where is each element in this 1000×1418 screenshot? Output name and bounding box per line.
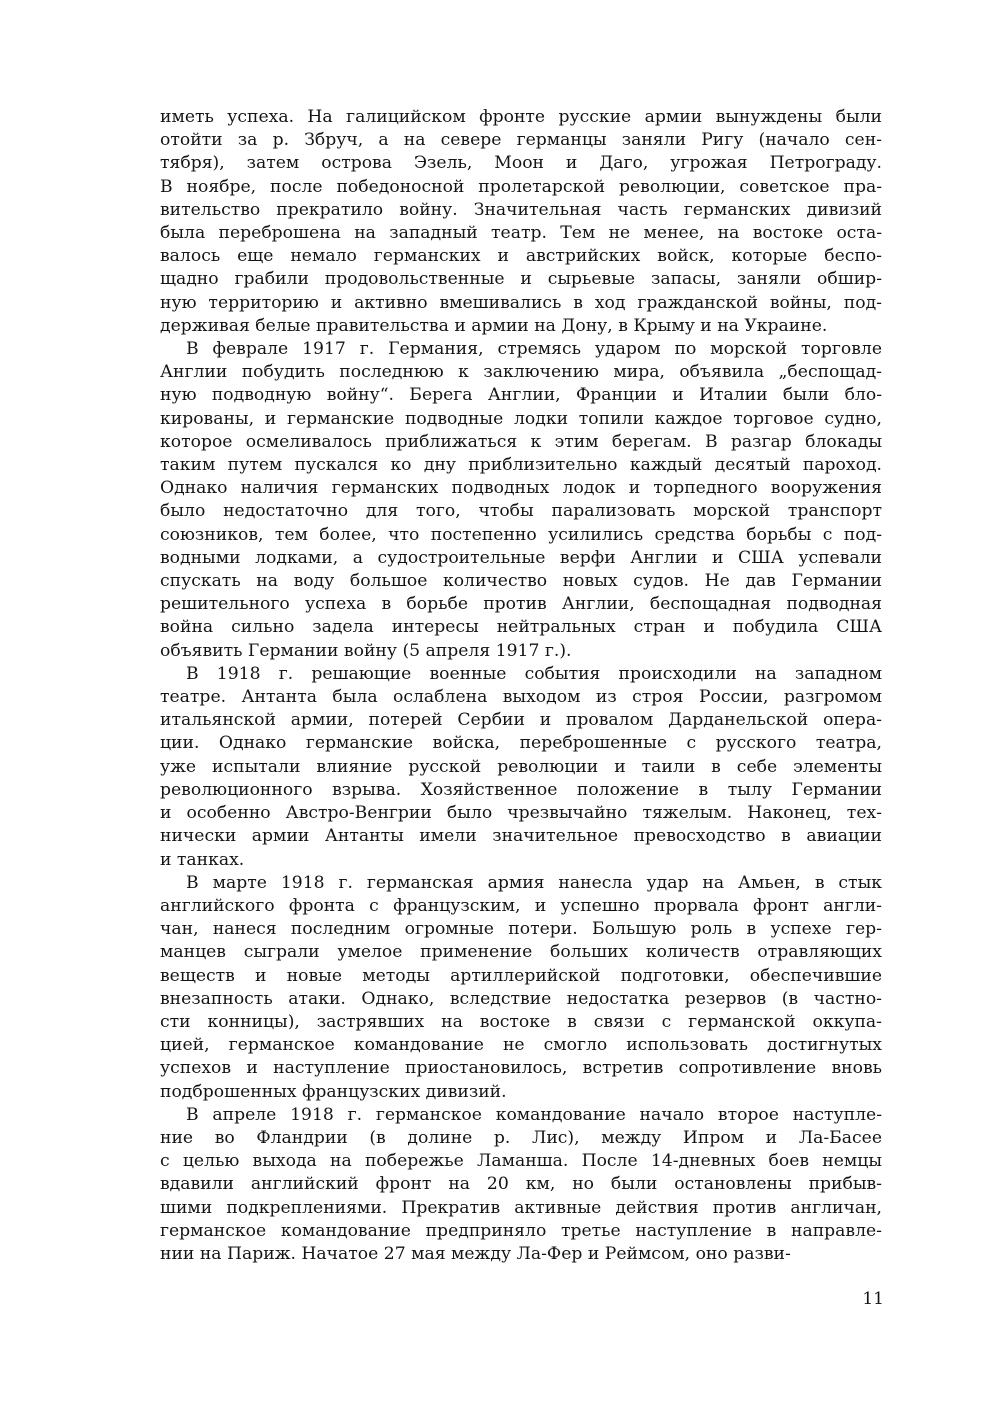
paragraph <box>160 1104 882 1266</box>
text-line: ную подводную войну“. Берега Англии, Франции и Италии были бло- <box>160 385 882 406</box>
text-line: была переброшена на западный театр. Тем не менее, на востоке оста- <box>160 223 882 244</box>
text-line: тября), затем острова Эзель, Моон и Даго, угрожая Петрограду. <box>160 153 882 174</box>
text-line: Однако наличия германских подводных лодок и торпедного вооружения <box>160 478 882 499</box>
text-line: внезапность атаки. Однако, вследствие недостатка резервов (в частно- <box>160 988 882 1009</box>
text-line: ние во Фландрии (в долине р. Лис), между Ипром и Ла-Басее <box>160 1127 882 1148</box>
paragraph <box>160 106 882 338</box>
text-line: Англии побудить последнюю к заключению мира, объявила „беспощад- <box>160 362 882 383</box>
text-line: решительного успеха в борьбе против Англии, беспощадная подводная <box>160 594 882 615</box>
text-line: нически армии Антанты имели значительное превосходство в авиации <box>160 826 882 847</box>
text-line: вительство прекратило войну. Значительная часть германских дивизий <box>160 199 882 220</box>
text-line: объявить Германии войну (5 апреля 1917 г.). <box>160 640 572 661</box>
text-line: В феврале 1917 г. Германия, стремясь ударом по морской торговле <box>186 339 882 360</box>
text-line: с целью выхода на побережье Ламанша. После 14-дневных боев немцы <box>160 1151 882 1172</box>
text-line: В ноябре, после победоносной пролетарской революции, советское пра- <box>160 176 882 197</box>
text-line: иметь успеха. На галицийском фронте русские армии вынуждены были <box>160 107 882 127</box>
text-line: и особенно Австро-Венгрии было чрезвычайно тяжелым. Наконец, тех- <box>160 803 882 824</box>
text-line: ную территорию и активно вмешивались в ход гражданской войны, под- <box>160 292 882 313</box>
text-line: успехов и наступление приостановилось, встретив сопротивление вновь <box>160 1058 882 1079</box>
text-line: вдавили английский фронт на 20 км, но были остановлены прибыв- <box>160 1174 882 1195</box>
text-line: было недостаточно для того, чтобы парализовать морской транспорт <box>160 501 882 522</box>
text-line: спускать на воду большое количество новых судов. Не дав Германии <box>160 571 882 592</box>
text-line: щадно грабили продовольственные и сырьевые запасы, заняли обшир- <box>160 269 882 290</box>
body-text <box>160 106 882 1266</box>
text-line: ции. Однако германские войска, переброшенные с русского театра, <box>160 733 882 754</box>
text-line: кированы, и германские подводные лодки топили каждое торговое судно, <box>160 408 882 429</box>
text-line: манцев сыграли умелое применение больших количеств отравляющих <box>160 942 882 963</box>
text-line: В марте 1918 г. германская армия нанесла удар на Амьен, в стык <box>186 872 882 893</box>
text-line: водными лодками, а судостроительные верфи Англии и США успевали <box>160 547 882 568</box>
paragraph <box>160 872 882 1104</box>
paragraph <box>160 663 882 872</box>
text-line: шими подкреплениями. Прекратив активные действия против англичан, <box>160 1197 882 1218</box>
text-line: В апреле 1918 г. германское командование начало второе наступле- <box>186 1104 882 1125</box>
text-line: таким путем пускался ко дну приблизительно каждый десятый пароход. <box>160 455 882 476</box>
text-line: союзников, тем более, что постепенно усилились средства борьбы с под- <box>160 524 882 545</box>
text-line: цией, германское командование не смогло использовать достигнутых <box>160 1035 882 1056</box>
paragraph <box>160 338 882 663</box>
text-line: нии на Париж. Начатое 27 мая между Ла-Фер и Реймсом, оно разви- <box>160 1243 791 1264</box>
text-line: держивая белые правительства и армии на Дону, в Крыму и на Украине. <box>160 315 828 336</box>
text-line: театре. Антанта была ослаблена выходом из строя России, разгромом <box>160 687 882 708</box>
text-line: валось еще немало германских и австрийских войск, которые беспо- <box>160 246 882 267</box>
text-line: война сильно задела интересы нейтральных стран и побудила США <box>160 617 882 638</box>
text-line: которое осмеливалось приближаться к этим берегам. В разгар блокады <box>160 431 882 452</box>
text-line: чан, нанеся последним огромные потери. Большую роль в успехе гер- <box>160 919 882 940</box>
page-number: 11 <box>862 1289 884 1309</box>
text-line: германское командование предприняло третье наступление в направле- <box>160 1220 882 1241</box>
text-line: уже испытали влияние русской революции и таили в себе элементы <box>160 756 882 777</box>
text-line: и танках. <box>160 849 245 870</box>
text-line: английского фронта с французским, и успешно прорвала фронт англи- <box>160 895 882 916</box>
text-line: веществ и новые методы артиллерийской подготовки, обеспечившие <box>160 965 882 986</box>
text-line: революционного взрыва. Хозяйственное положение в тылу Германии <box>160 779 882 800</box>
text-line: подброшенных французских дивизий. <box>160 1081 507 1102</box>
text-line: отойти за р. Збруч, а на севере германцы заняли Ригу (начало сен- <box>160 130 882 151</box>
text-line: итальянской армии, потерей Сербии и провалом Дарданельской опера- <box>160 710 882 731</box>
text-line: В 1918 г. решающие военные события происходили на западном <box>186 663 882 684</box>
text-line: сти конницы), застрявших на востоке в связи с германской оккупа- <box>160 1011 882 1032</box>
